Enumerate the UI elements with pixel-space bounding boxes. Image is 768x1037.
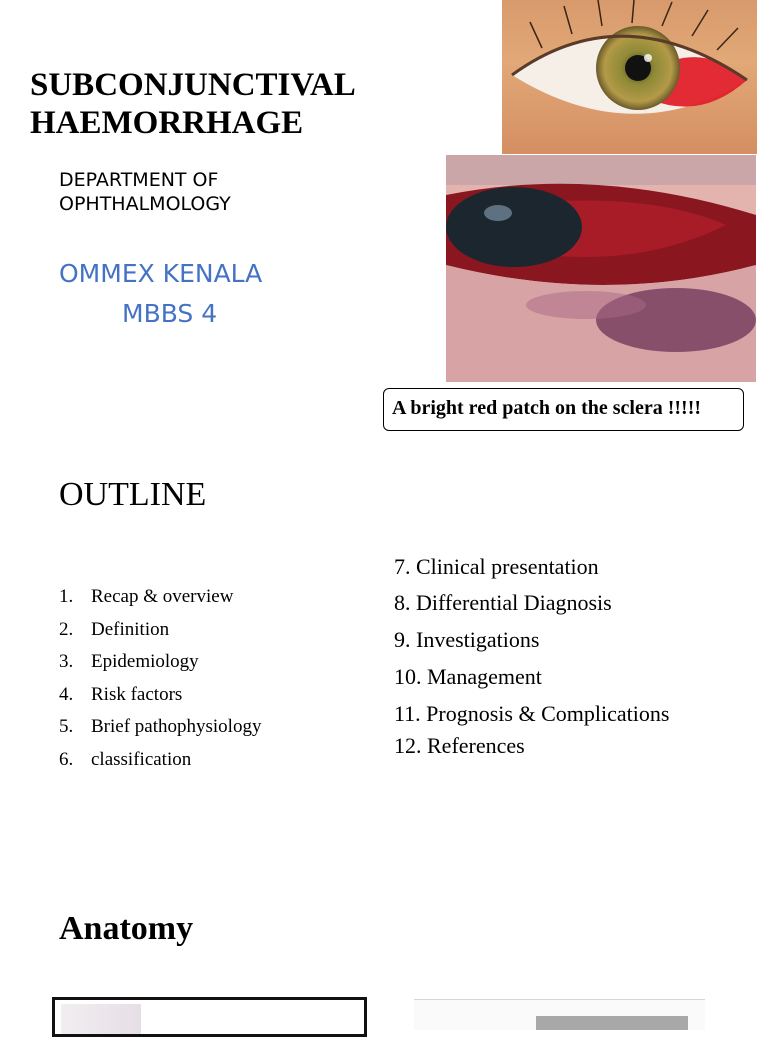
list-item-number: 3. <box>59 651 74 673</box>
eye-photo-red-patch <box>502 0 757 154</box>
list-item-label: Recap & overview <box>91 586 234 607</box>
list-item-label: Epidemiology <box>91 651 199 673</box>
list-item-label: classification <box>91 748 192 770</box>
eye-photo-red-patch-drawing <box>502 0 757 154</box>
outline-heading: OUTLINE <box>59 476 207 513</box>
list-item: 12. References <box>394 733 525 758</box>
haemorrhage-closeup-photo <box>446 155 756 382</box>
list-item <box>59 618 261 651</box>
author-block <box>59 254 359 334</box>
image-caption: A bright red patch on the sclera !!!!! <box>383 388 744 431</box>
department-label <box>59 168 359 216</box>
outline-list-left <box>59 585 261 781</box>
list-item: 7. Clinical presentation <box>394 554 599 579</box>
list-item-number: 1. <box>59 586 74 607</box>
list-item: 10. Management <box>394 664 542 689</box>
department-line-1: DEPARTMENT OF <box>59 169 219 191</box>
outline-list-right <box>394 553 669 760</box>
author-course: MBBS 4 <box>122 299 218 328</box>
list-item <box>59 748 261 781</box>
list-item-number: 6. <box>59 748 74 770</box>
list-item <box>59 585 261 618</box>
list-item-number: 5. <box>59 716 74 738</box>
list-item-label: Definition <box>91 618 170 640</box>
list-item: 11. Prognosis & Complications <box>394 701 670 726</box>
author-name: OMMEX KENALA <box>59 259 263 288</box>
list-item <box>59 715 261 748</box>
anatomy-heading: Anatomy <box>59 910 194 947</box>
title-line-2: HAEMORRHAGE <box>30 105 304 141</box>
list-item <box>59 683 261 716</box>
list-item: 8. Differential Diagnosis <box>394 590 612 615</box>
department-line-2: OPHTHALMOLOGY <box>59 193 231 215</box>
haemorrhage-closeup-drawing <box>446 155 756 382</box>
list-item <box>59 650 261 683</box>
title-line-1: SUBCONJUNCTIVAL <box>30 67 356 103</box>
list-item-number: 2. <box>59 618 74 640</box>
anatomy-figure-left-content <box>61 1004 141 1034</box>
anatomy-figure-left <box>52 997 367 1037</box>
anatomy-figure-right <box>414 999 705 1030</box>
list-item-label: Risk factors <box>91 683 183 705</box>
slide-title <box>30 66 410 142</box>
list-item: 9. Investigations <box>394 627 540 652</box>
list-item-number: 4. <box>59 683 74 705</box>
list-item-label: Brief pathophysiology <box>91 716 262 738</box>
anatomy-figure-right-label-bar <box>536 1016 688 1030</box>
